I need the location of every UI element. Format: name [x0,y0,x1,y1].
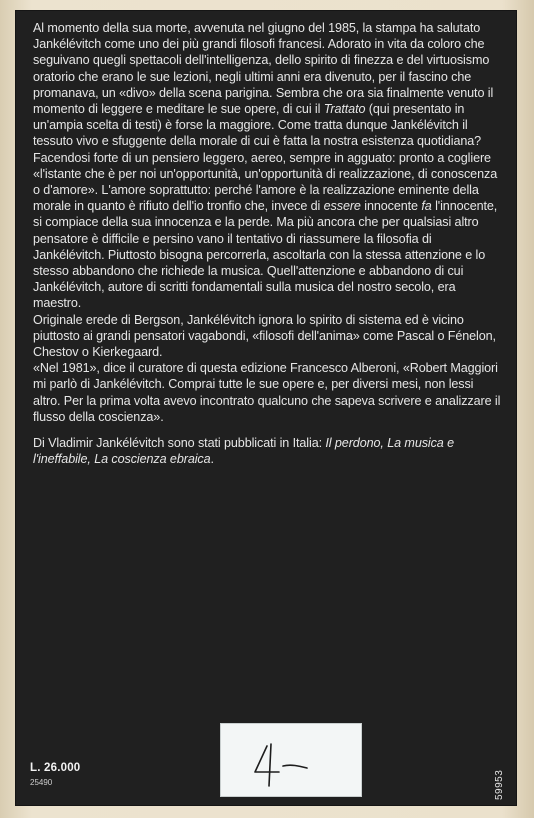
blurb-paragraph-4 [33,435,501,467]
text-run: (qui presentato in un'ampia scelta di testi) è forse la maggiore. Come tratta dunque Jankélévitch il tessuto vivo e sfuggente della morale di cui è fatta la nostra esistenza quotidiana? Facendosi forte di un pensiero leggero, aereo, sempre in agguato: pronto a cogliere «l'istante che è per noi un'opportunità, un'opportunità di realizzazione, di conoscenza o d'amore». L'amore soprattutto: perché l'amore è la realizzazione eminente della morale in quanto è rifiuto dell'io tronfio che, invece di [33,102,498,214]
back-cover-panel [15,10,517,806]
side-barcode-number: 59953 [494,769,505,800]
text-run: Al momento della sua morte, avvenuta nel giugno del 1985, la stampa ha salutato Jankélévitch come uno dei più grandi filosofi francesi. Adorato in vita da coloro che seguivano quegli spettacoli dell'intelligenza, dello spirito di finezza e del virtuosismo oratorio che erano le sue lezioni, negli ultimi anni era divenuto, per il fascino che promanava, un «divo» della scena parigina. Sembra che ora sia finalmente venuto il momento di leggere e meditare le sue opere, di cui il [33,21,494,117]
blurb-text [33,20,501,467]
catalog-code: 25490 [30,778,53,787]
price-block [30,762,80,787]
blurb-paragraph-3: «Nel 1981», dice il curatore di questa edizione Francesco Alberoni, «Robert Maggiori mi parlò di Jankélévitch. Comprai tutte le sue opere e, per diversi mesi, non lessi altro. Per la prima volta avevo incontrato qualcuno che sapeva scrivere e analizzare il flusso della coscienza». [33,361,501,424]
italic-text-run: Trattato [323,102,366,117]
text-run: Di Vladimir Jankélévitch sono stati pubblicati in Italia: [33,436,326,451]
price-label: L. 26.000 [30,762,81,774]
paragraph-gap [33,425,501,435]
handwritten-price-mark [221,724,361,796]
blurb-paragraph-2: Originale erede di Bergson, Jankélévitch ignora lo spirito di sistema ed è vicino piuttosto ai grandi pensatori vagabondi, «filosofi dell'anima» come Pascal o Fénelon, Chestov o Kierkegaard. [33,312,496,360]
text-run: . [210,452,214,467]
italic-text-run: essere [323,199,361,214]
blurb-paragraph-1 [33,20,501,312]
italic-text-run: Il perdono, La musica e l'ineffabile, La coscienza ebraica [33,436,455,467]
price-sticker [220,723,362,797]
italic-text-run: fa [421,199,432,214]
text-run: innocente [360,199,422,214]
text-run: l'innocente, si compiace della sua innocenza e la perde. Ma più ancora che per qualsiasi altro pensatore è difficile e persino vano il tentativo di riassumere la filosofia di Jankélévitch. Piuttosto bisogna percorrerla, ascoltarla con la stessa attenzione e lo stesso abbandono che richiede la musica. Quell'attenzione e abbandono di cui Jankélévitch, autore di scritti fondamentali sulla musica del nostro secolo, era maestro. [33,199,498,311]
